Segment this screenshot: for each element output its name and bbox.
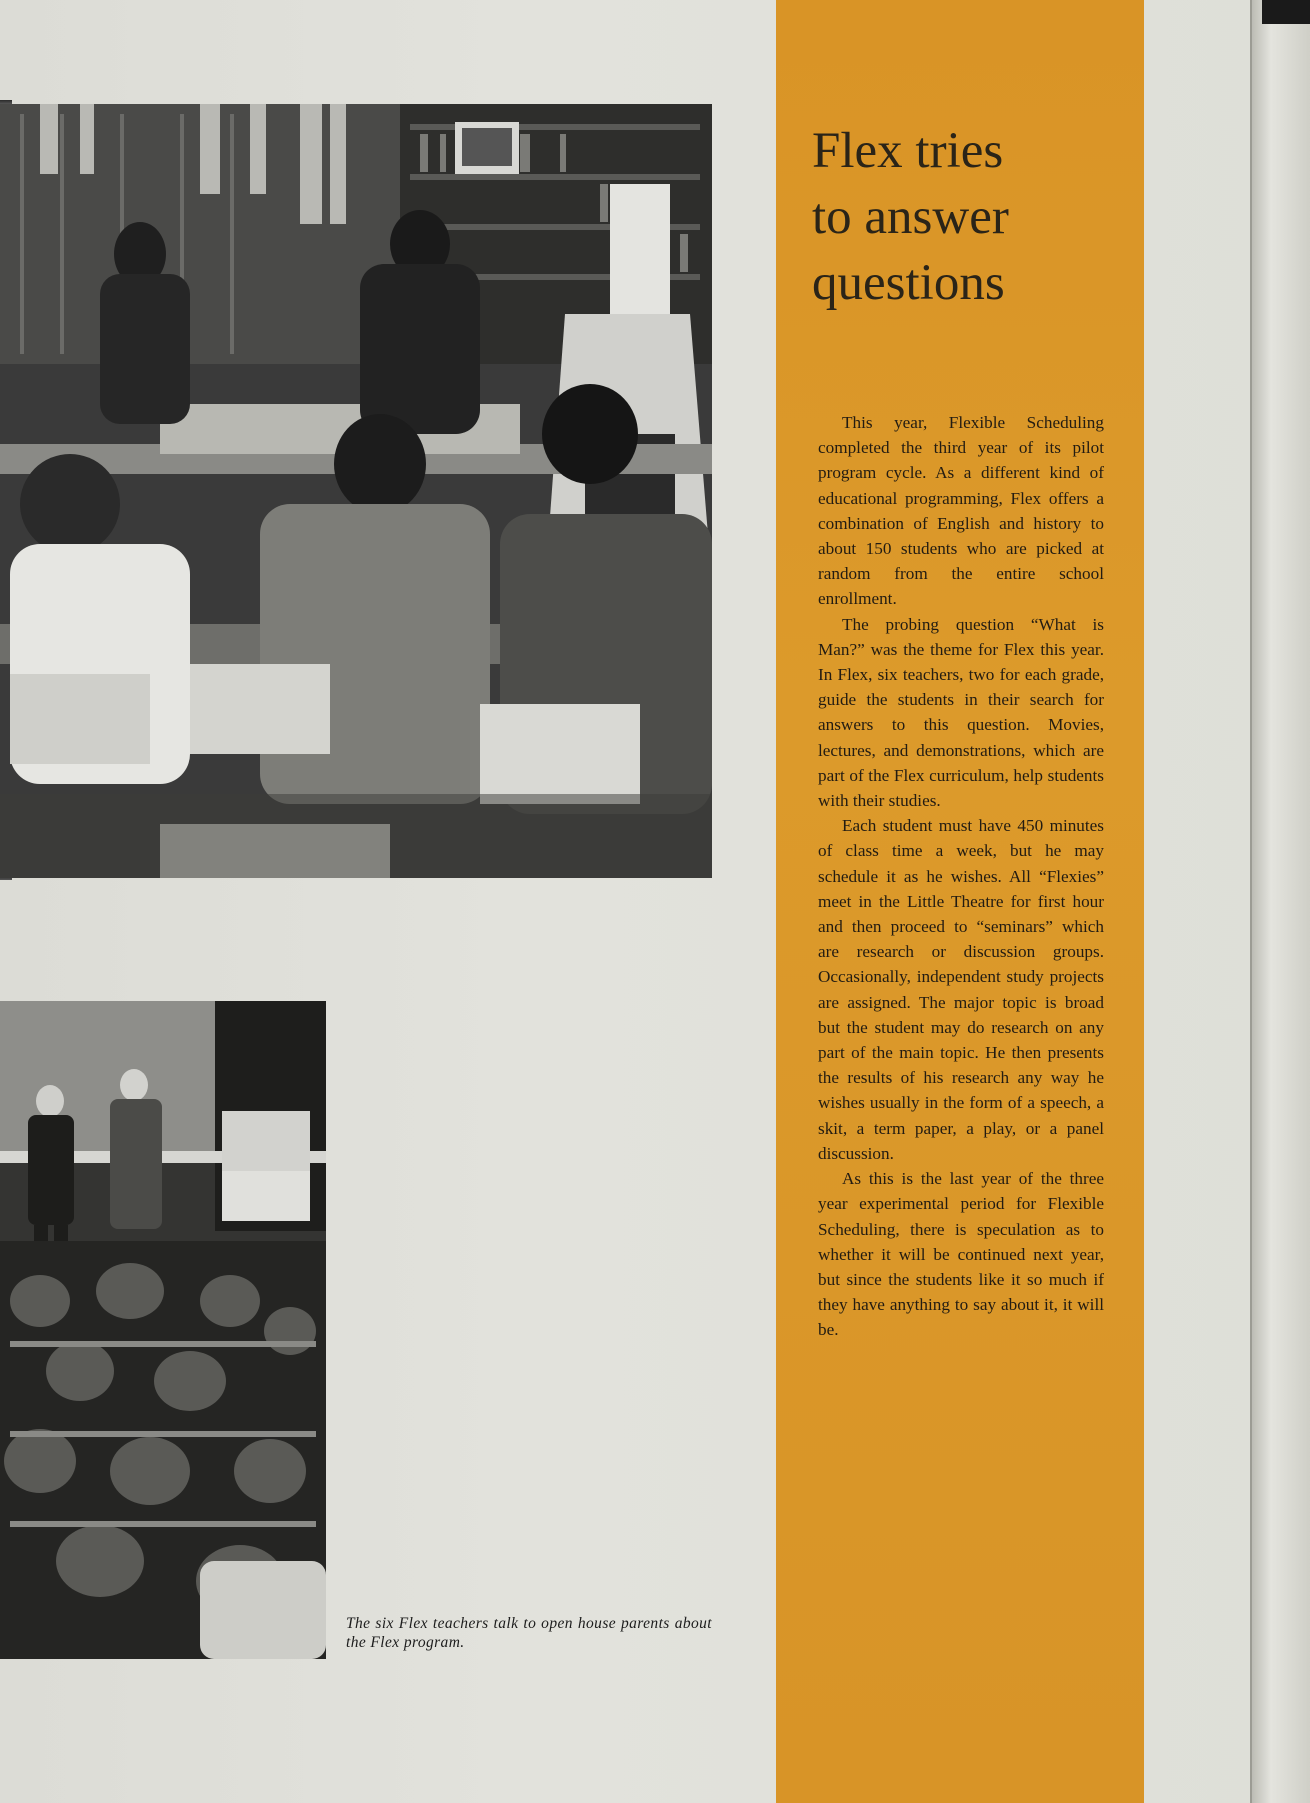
headline-line-3: questions	[812, 255, 1005, 311]
corner-mark	[1262, 0, 1310, 24]
photo-caption: The six Flex teachers talk to open house parents about the Flex program.	[346, 1615, 712, 1651]
article-paragraph-2: The probing question “What is Man?” was the theme for Flex this year. In Flex, six teachers, two for each grade, guide the students in their search for answers to this question. Movies, lectures, and demonstrations, which are part of the Flex curriculum, help students with their studies.	[818, 614, 1104, 811]
article-paragraph-4: As this is the last year of the three year experimental period for Flexible Scheduling, there is speculation as to whether it will be continued next year, but since the students like it so much if they have anything to say about it, it will be.	[818, 1169, 1104, 1340]
page-binding-edge	[1250, 0, 1310, 1803]
article-paragraph-3: Each student must have 450 minutes of class time a week, but he may schedule it as he wishes. All “Flexies” meet in the Little Theatre for first hour and then proceed to “seminars” which are research or discussion groups. Occasionally, independent study projects are assigned. The major topic is broad but the student may do research on any part of the main topic. He then presents the results of his research any way he wishes usually in the form of a speech, a skit, a term paper, a play, or a panel discussion.	[818, 816, 1104, 1163]
article-headline	[812, 118, 1132, 316]
headline-line-2: to answer	[812, 189, 1009, 245]
teachers-open-house-photo	[0, 1001, 326, 1659]
library-study-photo	[0, 104, 712, 878]
article-paragraph-1: This year, Flexible Scheduling completed the third year of its pilot program cycle. As a different kind of educational programming, Flex offers a combination of English and history to about 150 students who are picked at random from the entire school enrollment.	[818, 413, 1104, 609]
headline-line-1: Flex tries	[812, 123, 1004, 179]
article-body	[818, 410, 1104, 1343]
